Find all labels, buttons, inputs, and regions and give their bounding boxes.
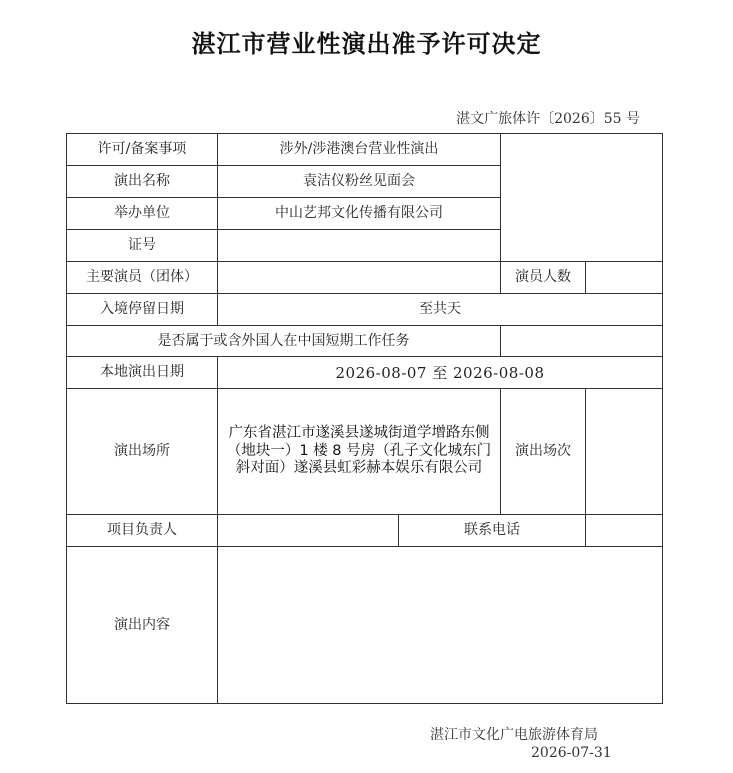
label-content: 演出内容 [67,547,218,704]
row-manager [67,515,663,547]
page-title: 湛江市营业性演出准予许可决定 [191,30,542,58]
row-local-dates [67,357,663,389]
label-show-name: 演出名称 [67,166,218,198]
label-entry-stay: 入境停留日期 [67,294,218,326]
value-organizer: 中山艺邦文化传播有限公司 [218,198,501,230]
permit-form-table [66,133,663,704]
value-show-name: 袁洁仪粉丝见面会 [218,166,501,198]
label-organizer: 举办单位 [67,198,218,230]
issue-date: 2026-07-31 [531,745,612,761]
label-performer-count: 演员人数 [501,262,586,294]
row-permit-item [67,134,663,166]
label-performers: 主要演员（团体） [67,262,218,294]
label-cert-no: 证号 [67,230,218,262]
row-venue [67,389,663,515]
label-foreign-task: 是否属于或含外国人在中国短期工作任务 [67,326,501,357]
value-entry-stay: 至共天 [218,294,663,326]
row-foreign-task [67,326,663,357]
value-foreign-task [501,326,663,357]
row-performers [67,262,663,294]
value-venue: 广东省湛江市遂溪县遂城街道学增路东侧（地块一）1 楼 8 号房（孔子文化城东门斜对面）遂溪县虹彩赫本娱乐有限公司 [218,389,501,515]
value-cert-no [218,230,501,262]
row-entry-stay [67,294,663,326]
issuing-authority: 湛江市文化广电旅游体育局 [430,727,598,743]
value-permit-item: 涉外/涉港澳台营业性演出 [218,134,501,166]
blank-side-cell [501,134,663,262]
value-performers [218,262,501,294]
value-performer-count [586,262,663,294]
value-manager [218,515,399,547]
label-local-dates: 本地演出日期 [67,357,218,389]
row-content [67,547,663,704]
label-venue: 演出场所 [67,389,218,515]
value-local-dates: 2026-08-07 至 2026-08-08 [218,357,663,389]
label-permit-item: 许可/备案事项 [67,134,218,166]
label-phone: 联系电话 [399,515,586,547]
value-content [218,547,663,704]
value-sessions [586,389,663,515]
document-number: 湛文广旅体许〔2026〕55 号 [456,111,640,127]
label-sessions: 演出场次 [501,389,586,515]
label-manager: 项目负责人 [67,515,218,547]
value-phone [586,515,663,547]
